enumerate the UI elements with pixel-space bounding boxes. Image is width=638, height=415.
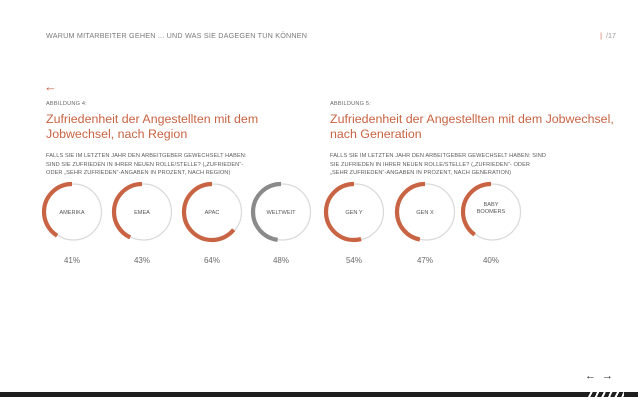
figure-5-title-line-1: Zufriedenheit der Angestellten mit dem Jobwechsel, xyxy=(330,112,614,126)
figure-4-title xyxy=(46,112,258,141)
figure-5-label: ABBILDUNG 5: xyxy=(330,101,371,107)
page-number-value: 17 xyxy=(608,31,616,40)
footer-bar xyxy=(0,392,638,397)
figure-5-desc-line-3: „SEHR ZUFRIEDEN“-ANGABEN IN PROZENT, NACH GENERATION) xyxy=(330,170,512,177)
ring-percent-label: 64% xyxy=(203,256,220,265)
page-separator: | xyxy=(600,31,602,40)
ring-category-label: EMEA xyxy=(134,210,150,216)
prev-page-arrow-icon[interactable]: ← xyxy=(585,370,596,382)
ring-category-label: GEN Y xyxy=(345,210,363,216)
figure-4-title-line-2: Jobwechsel, nach Region xyxy=(46,126,188,141)
document-header-title: WARUM MITARBEITER GEHEN ... UND WAS SIE DAGEGEN TUN KÖNNEN xyxy=(46,31,308,40)
ring-percent-label: 43% xyxy=(133,256,150,265)
back-arrow-icon[interactable]: ← xyxy=(44,79,57,94)
figure-4-text xyxy=(46,101,258,178)
ring-category-label: BABY xyxy=(483,202,499,208)
ring-chart-baby-boomers xyxy=(455,176,527,248)
ring-percent-label: 54% xyxy=(345,256,362,265)
ring-percent-label: 40% xyxy=(482,256,499,265)
figure-5-title xyxy=(330,112,614,141)
ring-chart-emea xyxy=(106,176,178,248)
figure-4-title-line-1: Zufriedenheit der Angestellten mit dem xyxy=(46,112,259,126)
figure-4-desc-line-3: ODER „SEHR ZUFRIEDEN“-ANGABEN IN PROZENT, NACH REGION) xyxy=(46,170,231,177)
ring-category-label: AMERIKA xyxy=(59,210,85,216)
ring-chart-amerika xyxy=(36,176,108,248)
next-page-arrow-icon[interactable]: → xyxy=(602,370,613,382)
figure-5-title-line-2: nach Generation xyxy=(330,126,422,141)
figure-4-desc-line-1: FALLS SIE IM LETZTEN JAHR DEN ARBEITGEBER GEWECHSELT HABEN: xyxy=(46,153,247,159)
ring-chart-apac xyxy=(176,176,248,248)
ring-category-label: GEN X xyxy=(416,210,434,216)
figure-5-desc-line-1: FALLS SIE IM LETZTEN JAHR DEN ARBEITGEBER GEWECHSELT HABEN: SIND xyxy=(330,153,547,159)
figure-4-description xyxy=(46,152,258,178)
page-number: | /17 xyxy=(600,31,616,40)
ring-percent-label: 48% xyxy=(272,256,289,265)
ring-category-label: BOOMERS xyxy=(476,209,506,215)
figure-4-desc-line-2: SIND SIE ZUFRIEDEN IN IHRER NEUEN ROLLE/STELLE? („ZUFRIEDEN“- xyxy=(46,161,244,168)
ring-category-label: WELTWEIT xyxy=(266,210,296,216)
figure-5-description xyxy=(330,152,614,178)
figure-4-label: ABBILDUNG 4: xyxy=(46,101,87,107)
ring-percent-label: 47% xyxy=(416,256,433,265)
ring-chart-weltweit xyxy=(245,176,317,248)
figure-5-desc-line-2: SIE ZUFRIEDEN IN IHRER NEUEN ROLLE/STELLE? („ZUFRIEDEN“- ODER xyxy=(330,161,531,168)
footer-stripes xyxy=(586,392,624,397)
ring-category-label: APAC xyxy=(204,210,220,216)
ring-percent-label: 41% xyxy=(63,256,80,265)
ring-chart-gen-x xyxy=(389,176,461,248)
figure-5-text xyxy=(330,101,614,178)
ring-chart-gen-y xyxy=(318,176,390,248)
